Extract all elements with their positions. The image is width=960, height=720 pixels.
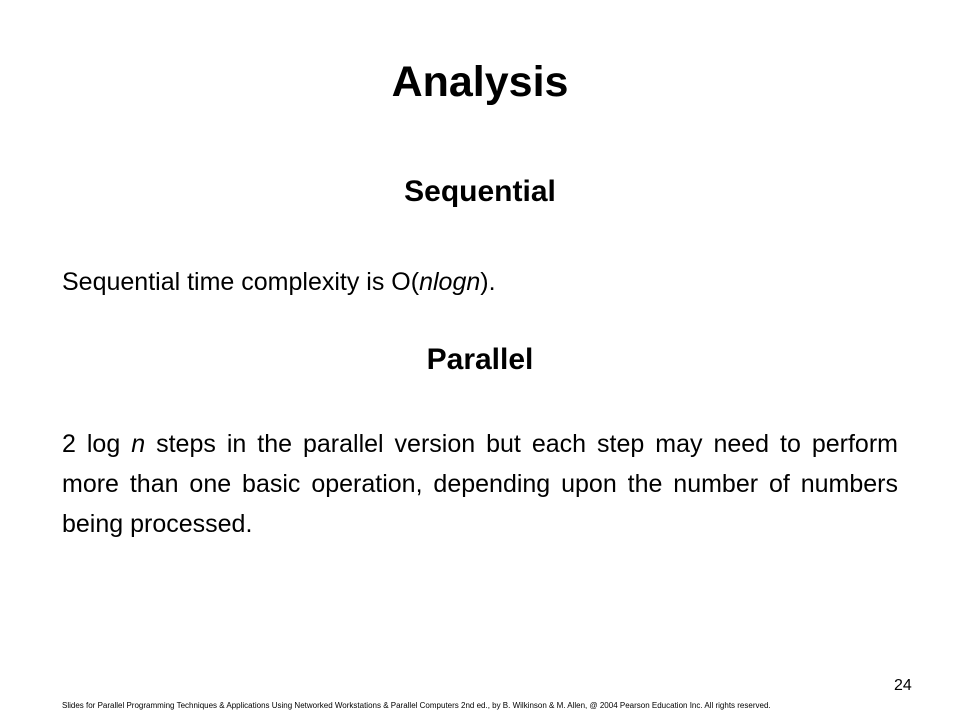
sequential-heading: Sequential xyxy=(404,175,556,208)
footer-citation: Slides for Parallel Programming Techniques & Applications Using Networked Workstations & Parallel Computers 2nd ed., by B. Wilkinson & M. Allen, @ 2004 Pearson Education Inc. All rights reserved. xyxy=(62,701,771,710)
parallel-text-italic: n xyxy=(131,430,146,458)
parallel-text xyxy=(62,424,898,544)
parallel-heading: Parallel xyxy=(426,343,534,376)
sequential-text-italic: nlogn xyxy=(419,268,481,296)
sequential-text xyxy=(62,262,898,302)
sequential-text-part: ). xyxy=(480,268,496,296)
parallel-text-part: 2 log xyxy=(62,430,132,458)
page-number: 24 xyxy=(894,677,912,694)
slide-title: Analysis xyxy=(391,58,569,106)
parallel-text-part: steps in the parallel version but each step may need to perform more than one basic operation, depending upon the number of numbers being processed. xyxy=(62,430,898,538)
sequential-text-part: Sequential time complexity is O( xyxy=(62,268,420,296)
